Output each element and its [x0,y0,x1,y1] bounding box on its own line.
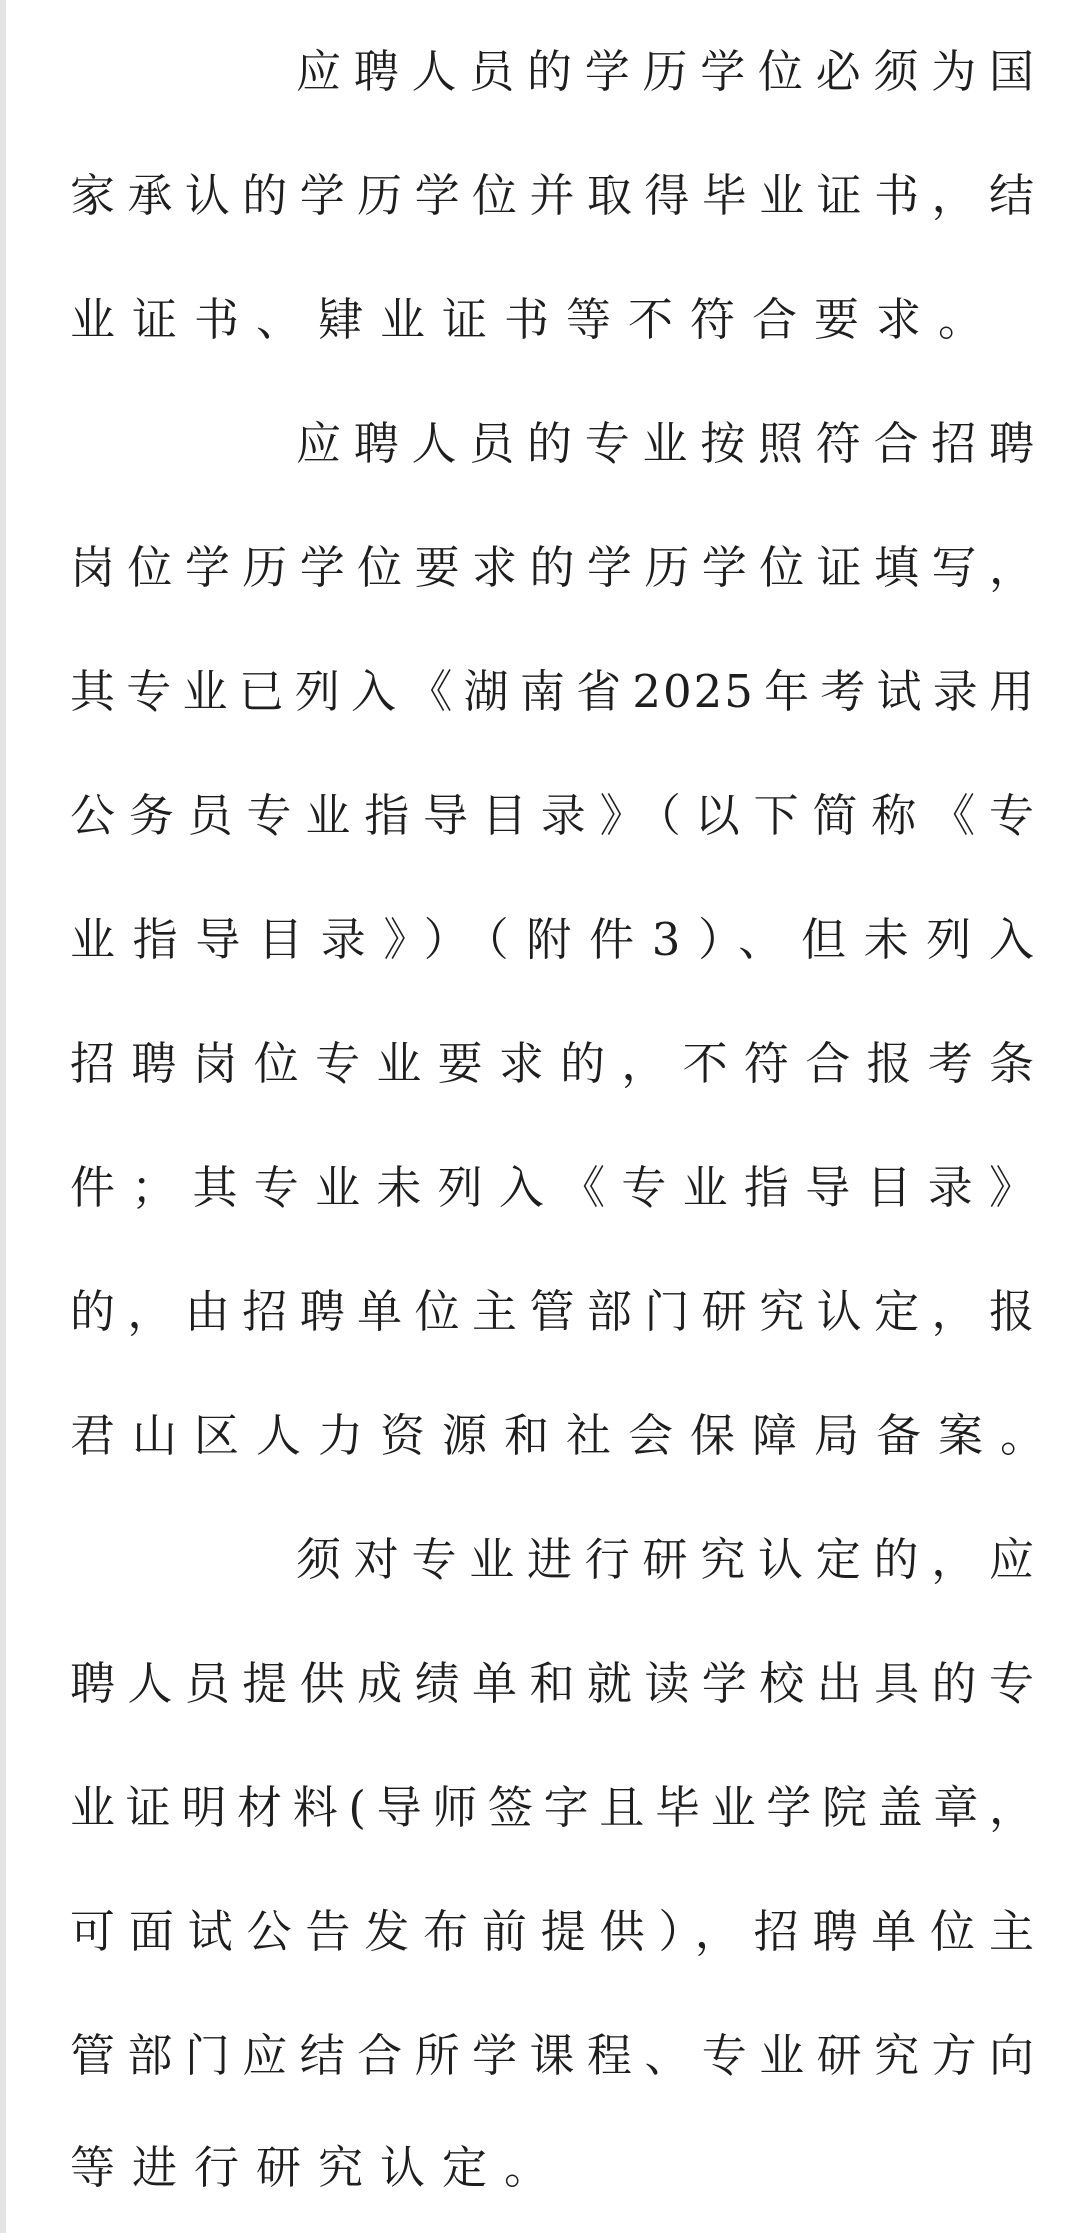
paragraph-3-line-1: 须对专业进行研究认定的，应 [296,1533,1036,1586]
paragraph-1-line-1: 应聘人员的学历学位必须为国 [296,45,1036,98]
paragraph-2-line-3: 其专业已列入《湖南省2025年考试录用 [70,665,1036,718]
paragraph-2-line-7: 件；其专业未列入《专业指导目录》 [70,1161,1036,1214]
paragraph-3-line-6: 等进行研究认定。 [70,2141,567,2194]
paragraph-2-line-4: 公务员专业指导目录》（以下简称《专 [70,789,1036,842]
paragraph-3-line-3: 业证明材料(导师签字且毕业学院盖章， [70,1781,1036,1834]
paragraph-3-line-5: 管部门应结合所学课程、专业研究方向 [70,2029,1036,2082]
paragraph-3-line-4: 可面试公告发布前提供），招聘单位主 [70,1905,1036,1958]
paragraph-2-line-8: 的，由招聘单位主管部门研究认定，报 [70,1285,1036,1338]
paragraph-3-line-2: 聘人员提供成绩单和就读学校出具的专 [70,1657,1036,1710]
paragraph-2-line-6: 招聘岗位专业要求的，不符合报考条 [70,1037,1036,1090]
paragraph-1-line-2: 家承认的学历学位并取得毕业证书，结 [70,169,1036,222]
paragraph-2-line-2: 岗位学历学位要求的学历学位证填写， [70,541,1036,594]
paragraph-2-line-9: 君山区人力资源和社会保障局备案。 [70,1409,1063,1462]
paragraph-2-line-5: 业指导目录》）（附件3）、但未列入 [70,913,1036,966]
paragraph-2-line-1: 应聘人员的专业按照符合招聘 [296,417,1036,470]
left-edge-bar [0,0,6,2233]
paragraph-1-line-3: 业证书、肄业证书等不符合要求。 [70,293,1001,346]
